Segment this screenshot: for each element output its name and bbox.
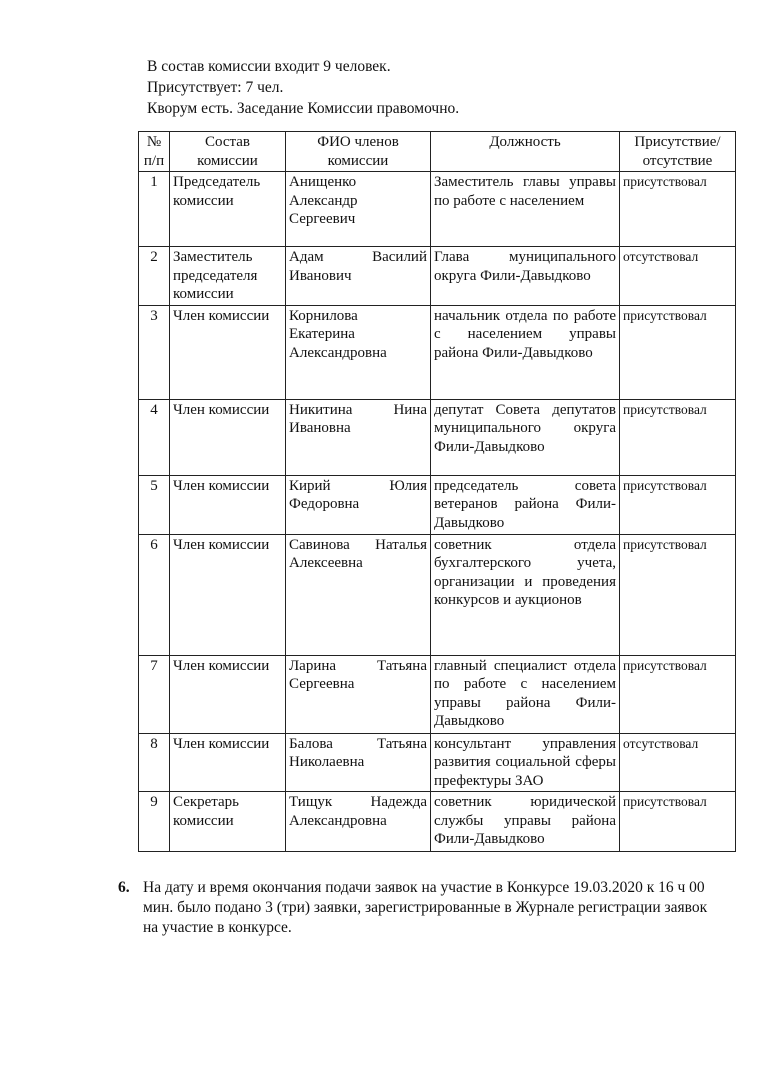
row-presence: присутствовал — [620, 534, 736, 655]
table-row — [139, 655, 736, 733]
table-row — [139, 792, 736, 852]
item-6-paragraph — [118, 878, 718, 938]
row-presence: отсутствовал — [620, 247, 736, 306]
row-position: советник юридической службы управы района Фили-Давыдково — [431, 792, 620, 852]
header-fio: ФИО членов комиссии — [286, 132, 431, 172]
row-num: 8 — [139, 733, 170, 792]
row-role: Председатель комиссии — [170, 172, 286, 247]
members-count-text: В состав комиссии входит 9 человек. — [147, 58, 391, 75]
row-presence: отсутствовал — [620, 733, 736, 792]
quorum-summary — [147, 56, 459, 119]
row-fio: Балова Татьяна Николаевна — [286, 733, 431, 792]
row-presence: присутствовал — [620, 305, 736, 399]
row-position: председатель совета ветеранов района Фили-Давыдково — [431, 475, 620, 534]
row-num: 6 — [139, 534, 170, 655]
row-position: начальник отдела по работе с населением управы района Фили-Давыдково — [431, 305, 620, 399]
row-presence: присутствовал — [620, 172, 736, 247]
row-role: Член комиссии — [170, 475, 286, 534]
row-num: 4 — [139, 399, 170, 475]
row-fio: Тищук Надежда Александровна — [286, 792, 431, 852]
row-num: 9 — [139, 792, 170, 852]
commission-members-table — [138, 131, 736, 852]
row-position: советник отдела бухгалтерского учета, организации и проведения конкурсов и аукционов — [431, 534, 620, 655]
row-fio: Кирий Юлия Федоровна — [286, 475, 431, 534]
row-fio: Адам Василий Иванович — [286, 247, 431, 306]
row-role: Член комиссии — [170, 733, 286, 792]
present-count-text: Присутствует: 7 чел. — [147, 79, 284, 96]
row-position: Заместитель главы управы по работе с населением — [431, 172, 620, 247]
item-6-text: На дату и время окончания подачи заявок на участие в Конкурсе 19.03.2020 к 16 ч 00 мин. было подано 3 (три) заявки, зарегистрированные в Журнале регистрации заявок на участие в конкурсе. — [143, 879, 708, 936]
table-header-row — [139, 132, 736, 172]
row-presence: присутствовал — [620, 792, 736, 852]
row-position: главный специалист отдела по работе с населением управы района Фили-Давыдково — [431, 655, 620, 733]
header-position: Должность — [431, 132, 620, 172]
row-presence: присутствовал — [620, 475, 736, 534]
table-row — [139, 399, 736, 475]
row-role: Член комиссии — [170, 399, 286, 475]
table-row — [139, 733, 736, 792]
table-row — [139, 305, 736, 399]
table-row — [139, 534, 736, 655]
table-row — [139, 172, 736, 247]
header-num: № п/п — [139, 132, 170, 172]
header-presence: Присутствие/ отсутствие — [620, 132, 736, 172]
table-row — [139, 475, 736, 534]
header-role: Состав комиссии — [170, 132, 286, 172]
row-role: Секретарь комиссии — [170, 792, 286, 852]
row-position: Глава муниципального округа Фили-Давыдково — [431, 247, 620, 306]
row-num: 5 — [139, 475, 170, 534]
row-fio: Ларина Татьяна Сергеевна — [286, 655, 431, 733]
row-fio: Никитина Нина Ивановна — [286, 399, 431, 475]
row-num: 3 — [139, 305, 170, 399]
item-6-number: 6. — [118, 879, 130, 896]
row-num: 7 — [139, 655, 170, 733]
row-role: Заместитель председателя комиссии — [170, 247, 286, 306]
row-num: 1 — [139, 172, 170, 247]
table-row — [139, 247, 736, 306]
row-role: Член комиссии — [170, 655, 286, 733]
row-fio: Анищенко Александр Сергеевич — [286, 172, 431, 247]
row-presence: присутствовал — [620, 655, 736, 733]
row-presence: присутствовал — [620, 399, 736, 475]
row-fio: Савинова Наталья Алексеевна — [286, 534, 431, 655]
row-num: 2 — [139, 247, 170, 306]
row-role: Член комиссии — [170, 305, 286, 399]
row-position: консультант управления развития социальной сферы префектуры ЗАО — [431, 733, 620, 792]
row-role: Член комиссии — [170, 534, 286, 655]
row-position: депутат Совета депутатов муниципального округа Фили-Давыдково — [431, 399, 620, 475]
quorum-text: Кворум есть. Заседание Комиссии правомочно. — [147, 100, 460, 117]
row-fio: Корнилова Екатерина Александровна — [286, 305, 431, 399]
